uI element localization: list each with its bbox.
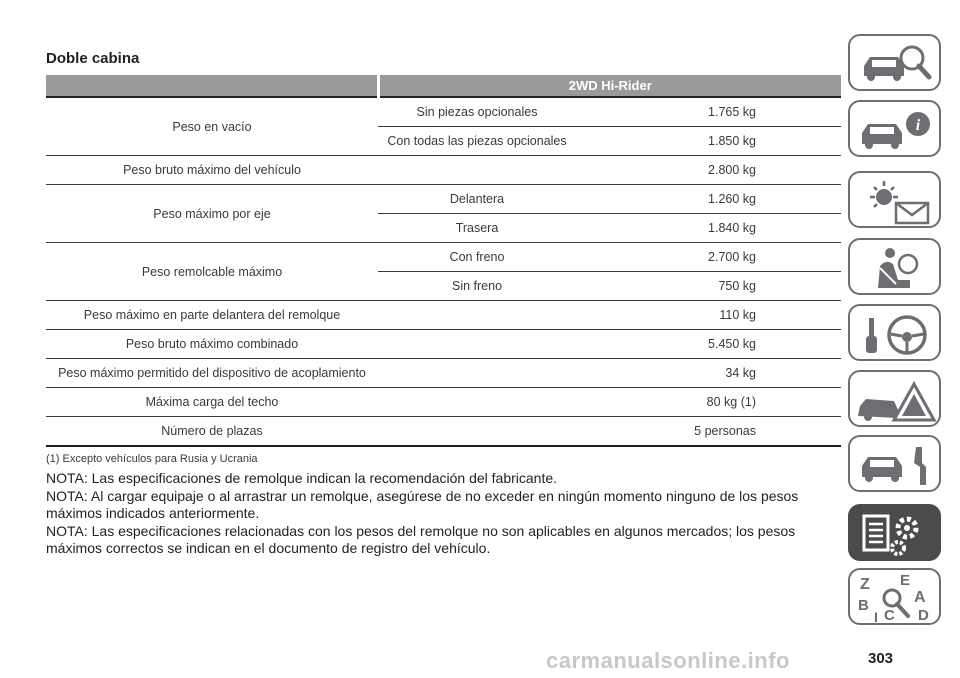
table-row: [46, 156, 841, 185]
row-value: 1.765 kg: [576, 97, 841, 127]
chapter-tab-safety[interactable]: [848, 238, 941, 295]
table-row: [46, 330, 841, 359]
row-value: 1.850 kg: [576, 127, 841, 156]
seat-airbag-icon: [850, 240, 943, 297]
row-label: Peso máximo permitido del dispositivo de acoplamiento: [46, 359, 378, 388]
row-value: 1.260 kg: [576, 185, 841, 214]
car-info-icon: [850, 102, 943, 159]
page-number: 303: [868, 650, 894, 667]
weights-table: [46, 75, 841, 447]
note-paragraph: NOTA: Las especificaciones relacionadas con los pesos del remolque no son aplicables en algunos mercados; los pesos máximos correctos se indican en el documento de registro del vehículo.: [46, 522, 796, 557]
row-sublabel: Sin freno: [378, 272, 576, 301]
technical-specs-icon: [850, 506, 943, 563]
chapter-tab-car-search[interactable]: [848, 34, 941, 91]
note-paragraph: NOTA: Al cargar equipaje o al arrastrar un remolque, asegúrese de no exceder en ningún momento ninguno de los pesos máximos indicados anteriormente.: [46, 487, 799, 522]
table-footnote: (1) Excepto vehículos para Rusia y Ucrania: [46, 453, 258, 465]
row-sublabel: Trasera: [378, 214, 576, 243]
svg-text:I: I: [874, 609, 878, 625]
row-value: 34 kg: [576, 359, 841, 388]
row-value: 5 personas: [576, 417, 841, 447]
chapter-tab-car-info[interactable]: [848, 100, 941, 157]
warning-light-message-icon: [850, 173, 943, 230]
row-value: 80 kg (1): [576, 388, 841, 417]
row-value: 2.800 kg: [576, 156, 841, 185]
row-value: 110 kg: [576, 301, 841, 330]
chapter-tab-starting-driving[interactable]: [848, 304, 941, 361]
row-label: Peso máximo por eje: [46, 185, 378, 243]
chapter-tab-technical-data[interactable]: [848, 504, 941, 561]
row-sublabel: Sin piezas opcionales: [378, 97, 576, 127]
table-row: [46, 417, 841, 447]
note-paragraph: NOTA: Las especificaciones de remolque indican la recomendación del fabricante.: [46, 470, 558, 486]
svg-text:C: C: [884, 607, 895, 624]
row-value: 2.700 kg: [576, 243, 841, 272]
row-sublabel: Con freno: [378, 243, 576, 272]
section-title: Doble cabina: [46, 50, 140, 67]
chapter-tab-warning-lights[interactable]: [848, 171, 941, 228]
row-label: Peso bruto máximo combinado: [46, 330, 378, 359]
row-label: Peso en vacío: [46, 97, 378, 156]
table-row: [46, 388, 841, 417]
table-row: [46, 185, 841, 214]
car-maintenance-icon: [850, 437, 943, 494]
row-value: 5.450 kg: [576, 330, 841, 359]
car-search-icon: [850, 36, 943, 93]
car-breakdown-warning-icon: [850, 372, 943, 429]
row-label: Peso remolcable máximo: [46, 243, 378, 301]
column-header: 2WD Hi-Rider: [378, 75, 841, 97]
row-value: 750 kg: [576, 272, 841, 301]
row-label: Peso bruto máximo del vehículo: [46, 156, 378, 185]
table-row: [46, 97, 841, 127]
row-sublabel: Delantera: [378, 185, 576, 214]
row-sublabel: Con todas las piezas opcionales: [378, 127, 576, 156]
alphabetical-index-icon: [850, 570, 943, 627]
table-row: [46, 243, 841, 272]
svg-text:D: D: [918, 607, 929, 624]
chapter-tab-emergency[interactable]: [848, 370, 941, 427]
svg-text:E: E: [900, 572, 911, 589]
svg-text:Z: Z: [860, 576, 870, 593]
table-row: [46, 359, 841, 388]
svg-text:i: i: [915, 117, 921, 134]
row-label: Número de plazas: [46, 417, 378, 447]
table-row: [46, 301, 841, 330]
watermark: carmanualsonline.info: [546, 648, 790, 673]
row-value: 1.840 kg: [576, 214, 841, 243]
row-label: Máxima carga del techo: [46, 388, 378, 417]
key-steering-wheel-icon: [850, 306, 943, 363]
chapter-tab-maintenance[interactable]: [848, 435, 941, 492]
table-header-row: [46, 75, 841, 97]
svg-text:B: B: [858, 597, 869, 614]
svg-text:A: A: [914, 589, 926, 606]
row-label: Peso máximo en parte delantera del remolque: [46, 301, 378, 330]
notes-block: [46, 470, 826, 558]
chapter-tab-index[interactable]: [848, 568, 941, 625]
